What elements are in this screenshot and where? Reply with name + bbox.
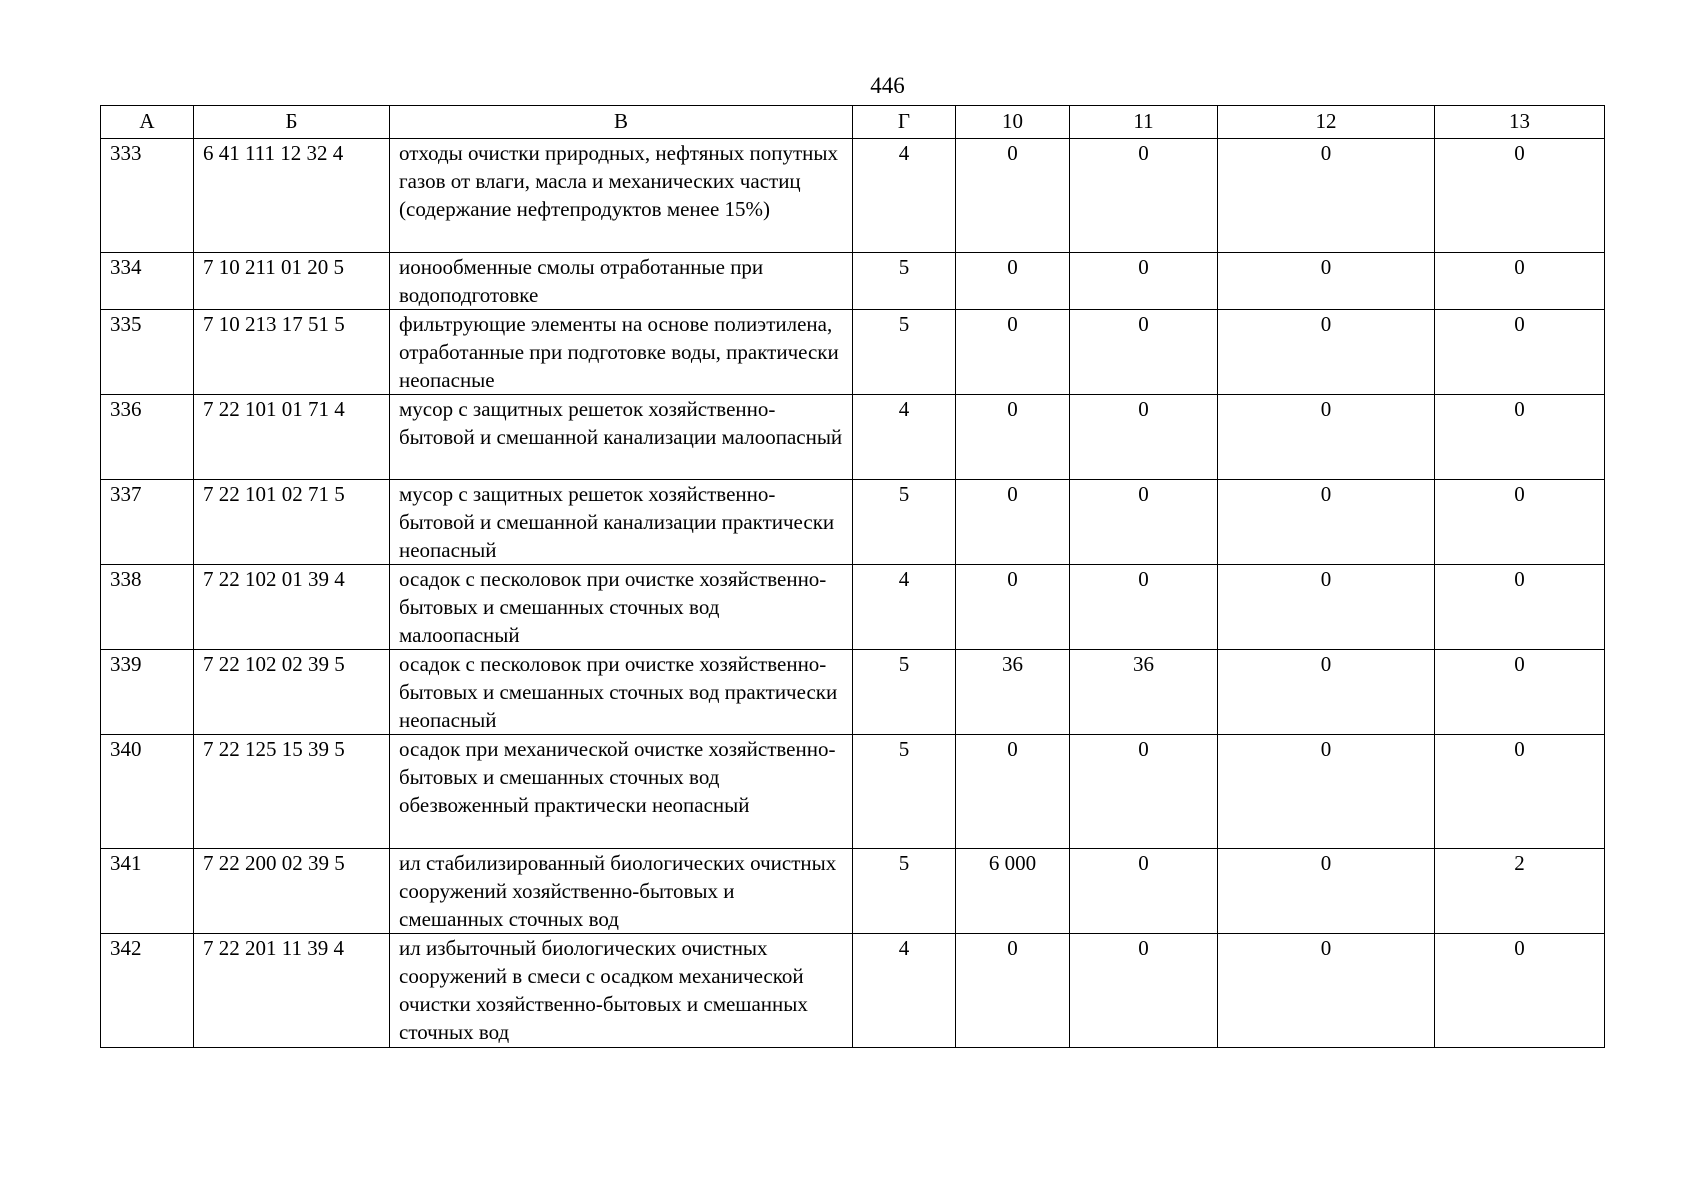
row-number: 338 bbox=[101, 565, 194, 650]
value-col-12: 0 bbox=[1218, 849, 1435, 934]
waste-description: ил стабилизированный биологических очистных сооружений хозяйственно-бытовых и смешанных сточных вод bbox=[390, 849, 853, 934]
row-number: 340 bbox=[101, 735, 194, 849]
value-col-11: 0 bbox=[1070, 310, 1218, 395]
value-col-13: 0 bbox=[1435, 139, 1605, 253]
value-col-13: 0 bbox=[1435, 735, 1605, 849]
value-col-12: 0 bbox=[1218, 395, 1435, 480]
value-col-13: 0 bbox=[1435, 480, 1605, 565]
value-col-12: 0 bbox=[1218, 650, 1435, 735]
waste-code: 7 10 211 01 20 5 bbox=[194, 253, 390, 310]
column-header-v: В bbox=[390, 106, 853, 139]
row-number: 341 bbox=[101, 849, 194, 934]
row-number: 336 bbox=[101, 395, 194, 480]
waste-code: 7 22 102 02 39 5 bbox=[194, 650, 390, 735]
value-col-12: 0 bbox=[1218, 253, 1435, 310]
waste-description: мусор с защитных решеток хозяйственно-бытовой и смешанной канализации малоопасный bbox=[390, 395, 853, 480]
waste-description: осадок с песколовок при очистке хозяйственно-бытовых и смешанных сточных вод практически неопасный bbox=[390, 650, 853, 735]
hazard-class: 5 bbox=[853, 253, 956, 310]
value-col-12: 0 bbox=[1218, 565, 1435, 650]
waste-description: фильтрующие элементы на основе полиэтилена, отработанные при подготовке воды, практически неопасные bbox=[390, 310, 853, 395]
value-col-10: 0 bbox=[956, 934, 1070, 1048]
value-col-11: 0 bbox=[1070, 480, 1218, 565]
value-col-13: 0 bbox=[1435, 934, 1605, 1048]
value-col-12: 0 bbox=[1218, 735, 1435, 849]
value-col-10: 0 bbox=[956, 395, 1070, 480]
table-row bbox=[101, 139, 1605, 253]
value-col-13: 0 bbox=[1435, 395, 1605, 480]
value-col-10: 0 bbox=[956, 139, 1070, 253]
value-col-10: 0 bbox=[956, 253, 1070, 310]
column-header-12: 12 bbox=[1218, 106, 1435, 139]
hazard-class: 4 bbox=[853, 565, 956, 650]
value-col-12: 0 bbox=[1218, 310, 1435, 395]
value-col-11: 0 bbox=[1070, 735, 1218, 849]
value-col-10: 0 bbox=[956, 735, 1070, 849]
table-row bbox=[101, 253, 1605, 310]
waste-code: 7 10 213 17 51 5 bbox=[194, 310, 390, 395]
value-col-10: 6 000 bbox=[956, 849, 1070, 934]
hazard-class: 5 bbox=[853, 849, 956, 934]
value-col-10: 0 bbox=[956, 565, 1070, 650]
column-header-g: Г bbox=[853, 106, 956, 139]
hazard-class: 4 bbox=[853, 934, 956, 1048]
value-col-11: 0 bbox=[1070, 565, 1218, 650]
row-number: 342 bbox=[101, 934, 194, 1048]
hazard-class: 5 bbox=[853, 310, 956, 395]
hazard-class: 5 bbox=[853, 735, 956, 849]
row-number: 335 bbox=[101, 310, 194, 395]
waste-description: ил избыточный биологических очистных сооружений в смеси с осадком механической очистки хозяйственно-бытовых и смешанных сточных вод bbox=[390, 934, 853, 1048]
waste-code: 7 22 201 11 39 4 bbox=[194, 934, 390, 1048]
row-number: 337 bbox=[101, 480, 194, 565]
table-row bbox=[101, 934, 1605, 1048]
waste-description: отходы очистки природных, нефтяных попутных газов от влаги, масла и механических частиц (содержание нефтепродуктов менее 15%) bbox=[390, 139, 853, 253]
row-number: 339 bbox=[101, 650, 194, 735]
hazard-class: 4 bbox=[853, 395, 956, 480]
value-col-11: 0 bbox=[1070, 139, 1218, 253]
value-col-11: 0 bbox=[1070, 253, 1218, 310]
value-col-12: 0 bbox=[1218, 934, 1435, 1048]
value-col-11: 0 bbox=[1070, 934, 1218, 1048]
value-col-12: 0 bbox=[1218, 139, 1435, 253]
waste-code: 7 22 102 01 39 4 bbox=[194, 565, 390, 650]
waste-description: осадок при механической очистке хозяйственно-бытовых и смешанных сточных вод обезвоженный практически неопасный bbox=[390, 735, 853, 849]
waste-code: 7 22 101 02 71 5 bbox=[194, 480, 390, 565]
table-row bbox=[101, 849, 1605, 934]
value-col-11: 0 bbox=[1070, 395, 1218, 480]
column-header-10: 10 bbox=[956, 106, 1070, 139]
row-number: 333 bbox=[101, 139, 194, 253]
column-header-b: Б bbox=[194, 106, 390, 139]
waste-code: 6 41 111 12 32 4 bbox=[194, 139, 390, 253]
row-number: 334 bbox=[101, 253, 194, 310]
table-row bbox=[101, 650, 1605, 735]
table-row bbox=[101, 735, 1605, 849]
value-col-11: 0 bbox=[1070, 849, 1218, 934]
value-col-12: 0 bbox=[1218, 480, 1435, 565]
table-header-row bbox=[101, 106, 1605, 139]
table-row bbox=[101, 565, 1605, 650]
table-row bbox=[101, 310, 1605, 395]
value-col-13: 0 bbox=[1435, 565, 1605, 650]
waste-description: мусор с защитных решеток хозяйственно-бытовой и смешанной канализации практически неопасный bbox=[390, 480, 853, 565]
column-header-13: 13 bbox=[1435, 106, 1605, 139]
waste-code: 7 22 200 02 39 5 bbox=[194, 849, 390, 934]
hazard-class: 4 bbox=[853, 139, 956, 253]
hazard-class: 5 bbox=[853, 650, 956, 735]
column-header-a: А bbox=[101, 106, 194, 139]
table-row bbox=[101, 395, 1605, 480]
value-col-10: 0 bbox=[956, 480, 1070, 565]
value-col-10: 36 bbox=[956, 650, 1070, 735]
waste-code: 7 22 125 15 39 5 bbox=[194, 735, 390, 849]
column-header-11: 11 bbox=[1070, 106, 1218, 139]
waste-table bbox=[100, 105, 1605, 1048]
page-number: 446 bbox=[870, 73, 905, 98]
value-col-13: 0 bbox=[1435, 650, 1605, 735]
waste-code: 7 22 101 01 71 4 bbox=[194, 395, 390, 480]
value-col-13: 0 bbox=[1435, 253, 1605, 310]
value-col-11: 36 bbox=[1070, 650, 1218, 735]
value-col-13: 2 bbox=[1435, 849, 1605, 934]
value-col-13: 0 bbox=[1435, 310, 1605, 395]
waste-description: ионообменные смолы отработанные при водоподготовке bbox=[390, 253, 853, 310]
table-row bbox=[101, 480, 1605, 565]
value-col-10: 0 bbox=[956, 310, 1070, 395]
waste-description: осадок с песколовок при очистке хозяйственно-бытовых и смешанных сточных вод малоопасный bbox=[390, 565, 853, 650]
hazard-class: 5 bbox=[853, 480, 956, 565]
